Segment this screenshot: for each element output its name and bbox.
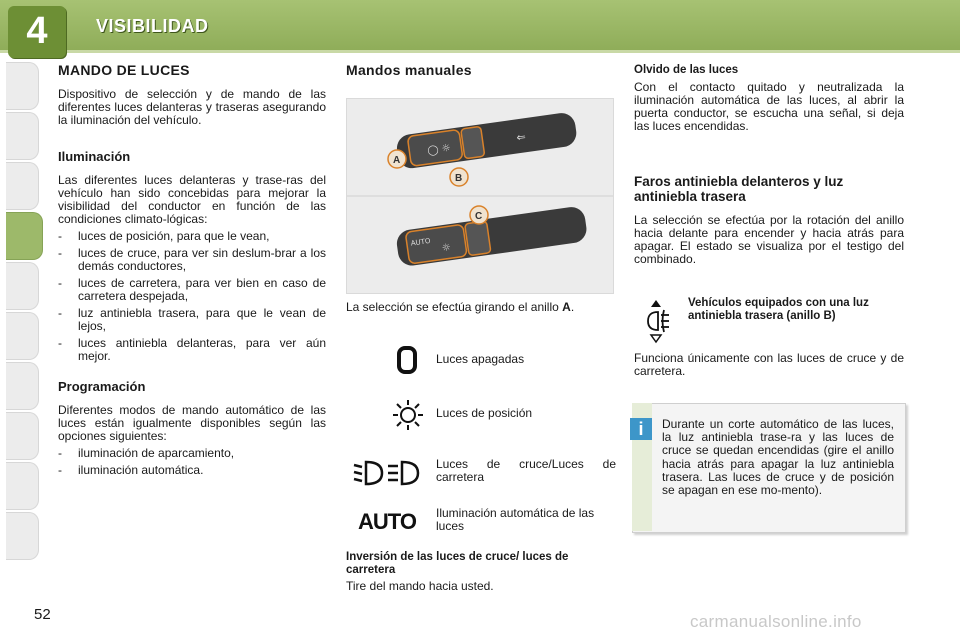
mode-label: Luces de posición (436, 406, 533, 420)
chapter-tab-1[interactable] (6, 62, 39, 110)
auto-lighting-icon (358, 508, 428, 542)
auto-icon-text: AUTO (358, 509, 416, 534)
mode-label: Luces de cruce/Luces de carretera (436, 457, 616, 484)
olvido-heading: Olvido de las luces (634, 64, 739, 76)
chapter-tab-8[interactable] (6, 412, 39, 460)
faros-heading: Faros antiniebla delanteros y luz antiniebla trasera (634, 174, 844, 204)
chapter-tab-5[interactable] (6, 262, 39, 310)
chapter-number: 4 (26, 10, 48, 52)
chapter-tab-4-active[interactable] (6, 212, 43, 260)
rear-fog-light-icon (636, 298, 676, 344)
section-heading-mando: MANDO DE LUCES (58, 62, 190, 78)
programacion-list (58, 447, 326, 477)
iluminacion-paragraph: Las diferentes luces delanteras y trase-ras del vehículo han sido concebidas para mejorar la visibilidad del conductor en función de las condiciones climato-lógicas: (58, 173, 326, 226)
page-number: 52 (34, 606, 51, 623)
iluminacion-list (58, 230, 326, 363)
callout-a: A (393, 155, 401, 166)
list-item: - luces antiniebla delanteras, para ver aún mejor. (58, 336, 326, 363)
olvido-paragraph: Con el contacto quitado y neutralizada la iluminación automática de las luces, al abrir la puerta conductor, se escucha una señal, si deja las luces encendidas. (634, 80, 904, 133)
chapter-tab-2[interactable] (6, 112, 39, 160)
chapter-tab-7[interactable] (6, 362, 39, 410)
faros-paragraph: La selección se efectúa por la rotación del anillo hacia delante para encender y hacia atrás para apagar. El estado se visualiza por el testigo del combinado. (634, 213, 904, 266)
list-item: - luces de carretera, para ver bien en caso de carretera despejada, (58, 276, 326, 303)
mode-label: Luces apagadas (436, 352, 525, 366)
chapter-tab-10[interactable] (6, 512, 39, 560)
svg-text:◯ ☼: ◯ ☼ (426, 142, 452, 157)
callout-b: B (455, 173, 463, 184)
chapter-tab-9[interactable] (6, 462, 39, 510)
subheading-programacion: Programación (58, 379, 146, 394)
left-column (58, 62, 326, 481)
selection-paragraph: La selección se efectúa girando el anillo A. (346, 300, 575, 314)
auto-small-label: AUTO (410, 236, 431, 248)
list-item: - luces de cruce, para ver sin deslum-brar a los demás conductores, (58, 246, 326, 273)
inversion-heading: Inversión de las luces de cruce/ luces de carretera (346, 551, 569, 576)
section-heading-mandos-manuales: Mandos manuales (346, 62, 472, 78)
chapter-tab-6[interactable] (6, 312, 39, 360)
header-divider (0, 50, 960, 53)
lights-off-icon (378, 344, 438, 378)
callout-c: C (475, 211, 483, 222)
info-note-text: Durante un corte automático de las luces, la luz antiniebla trase-ra y las luces de cruce se quedan encendidas (gire el anillo hacia atrás para apagar la luz antiniebla trasera. Las luces de cruce y de posición se apagan en ese mo-mento). (662, 417, 894, 498)
subheading-iluminacion: Iluminación (58, 149, 131, 164)
svg-text:☼: ☼ (441, 242, 452, 255)
page-title: VISIBILIDAD (96, 16, 209, 36)
chapter-tab-3[interactable] (6, 162, 39, 210)
stalk-drawing (347, 99, 613, 293)
equipped-paragraph: Funciona únicamente con las luces de cruce y de carretera. (634, 351, 904, 378)
info-icon: i (630, 418, 652, 440)
list-item: - iluminación automática. (58, 463, 204, 477)
intro-paragraph: Dispositivo de selección y de mando de las diferentes luces delanteras y traseras asegurando la iluminación del vehículo. (58, 87, 326, 127)
list-item: - iluminación de aparcamiento, (58, 446, 235, 460)
chapter-tabs (0, 62, 44, 582)
inversion-paragraph: Tire del mando hacia usted. (346, 579, 494, 593)
dipped-main-beam-icon (352, 456, 432, 490)
equipped-heading: Vehículos equipados con una luz antiniebla trasera (anillo B) (688, 297, 869, 322)
list-item: - luces de posición, para que le vean, (58, 229, 270, 243)
watermark: carmanualsonline.info (690, 612, 862, 631)
programacion-paragraph: Diferentes modos de mando automático de las luces están igualmente disponibles según las opciones siguientes: (58, 403, 326, 443)
light-stalk-illustration (346, 98, 614, 294)
mode-label: Iluminación automática de las luces (436, 506, 595, 533)
position-lights-icon (378, 398, 438, 432)
list-item: - luz antiniebla trasera, para que le vean de lejos, (58, 306, 326, 333)
svg-text:⇐: ⇐ (515, 130, 527, 145)
